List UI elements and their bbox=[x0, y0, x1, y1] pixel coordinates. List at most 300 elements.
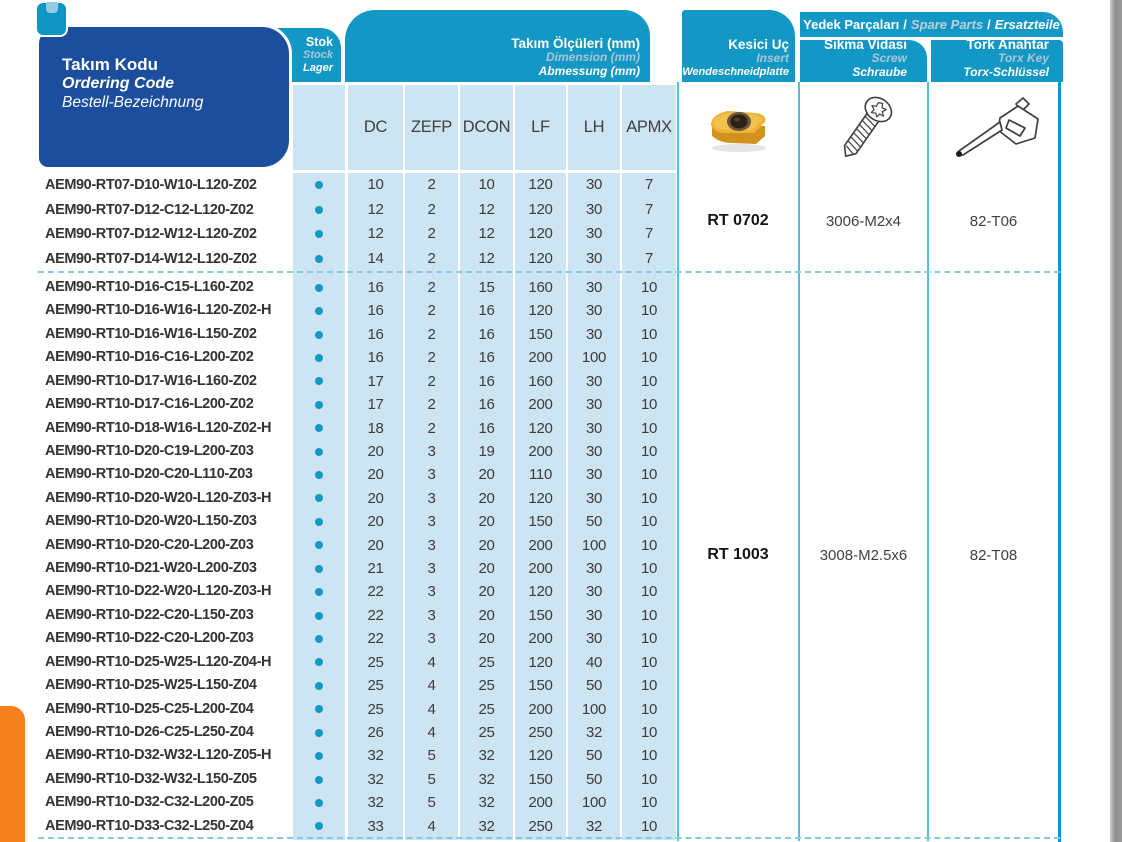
in-stock-dot bbox=[315, 255, 323, 263]
screw-column-header bbox=[800, 37, 927, 82]
dimension-value: 32 bbox=[367, 770, 384, 788]
in-stock-dot bbox=[315, 284, 323, 292]
page-corner-marker-icon bbox=[35, 1, 68, 37]
dimension-value: 15 bbox=[478, 279, 495, 296]
ordering-code: AEM90-RT10-D21-W20-L200-Z03 bbox=[45, 560, 257, 577]
dimension-value: 50 bbox=[585, 677, 603, 695]
dimension-value: 2 bbox=[427, 279, 436, 296]
dimension-value: 12 bbox=[478, 225, 495, 243]
table-row bbox=[0, 463, 1063, 486]
ordering-code: AEM90-RT10-D33-C32-L250-Z04 bbox=[45, 817, 254, 834]
in-stock-dot bbox=[315, 377, 323, 385]
dimension-value: 100 bbox=[581, 536, 607, 554]
dimension-value: 30 bbox=[585, 419, 603, 437]
ordering-code: AEM90-RT10-D25-W25-L150-Z04 bbox=[45, 677, 257, 694]
ordering-code: AEM90-RT10-D20-W20-L150-Z03 bbox=[45, 513, 257, 530]
torx-key-code: 82-T08 bbox=[969, 547, 1018, 564]
table-row bbox=[0, 299, 1063, 322]
dimension-value: 200 bbox=[528, 349, 553, 367]
ordering-code: AEM90-RT10-D17-W16-L160-Z02 bbox=[45, 372, 257, 389]
dimension-value: 32 bbox=[478, 747, 495, 765]
dimension-value: 10 bbox=[640, 302, 658, 320]
in-stock-dot bbox=[315, 635, 323, 643]
table-row bbox=[0, 604, 1063, 627]
dimension-value: 3 bbox=[427, 630, 436, 648]
dimension-value: 10 bbox=[640, 700, 658, 718]
dimension-value: 10 bbox=[640, 677, 658, 695]
dimension-value: 2 bbox=[427, 249, 436, 267]
dimension-value: 50 bbox=[585, 770, 603, 788]
separator: / bbox=[987, 17, 991, 32]
dimension-value: 30 bbox=[585, 560, 603, 578]
in-stock-dot bbox=[315, 822, 323, 830]
dimension-value: 25 bbox=[478, 677, 495, 695]
dimension-value: 16 bbox=[478, 396, 495, 414]
table-row bbox=[0, 721, 1063, 744]
dimension-value: 100 bbox=[581, 794, 607, 812]
dimension-value: 2 bbox=[427, 225, 436, 243]
dimension-value: 120 bbox=[528, 200, 553, 218]
torx-key-icon bbox=[944, 94, 1048, 164]
spare-parts-label-en: Spare Parts bbox=[910, 17, 984, 32]
ordering-code: AEM90-RT10-D16-W16-L120-Z02-H bbox=[45, 302, 272, 319]
dimension-value: 2 bbox=[427, 176, 436, 193]
ordering-code: AEM90-RT10-D20-C20-L110-Z03 bbox=[45, 466, 253, 483]
dimension-value: 4 bbox=[427, 723, 436, 741]
dimension-value: 10 bbox=[640, 396, 658, 414]
dimension-value: 20 bbox=[367, 513, 384, 531]
dimension-value: 22 bbox=[367, 630, 384, 648]
in-stock-dot bbox=[315, 541, 323, 549]
page-edge-shadow bbox=[1110, 0, 1122, 842]
dimension-value: 32 bbox=[478, 817, 495, 835]
in-stock-dot bbox=[315, 588, 323, 596]
dimension-value: 120 bbox=[528, 489, 553, 507]
in-stock-dot bbox=[315, 518, 323, 526]
dimension-value: 150 bbox=[528, 677, 553, 695]
dimension-value: 25 bbox=[478, 700, 495, 718]
ordering-code: AEM90-RT10-D16-C15-L160-Z02 bbox=[45, 279, 254, 295]
dimension-value: 4 bbox=[427, 817, 436, 835]
dimension-value: 10 bbox=[640, 513, 658, 531]
dimension-value: 100 bbox=[581, 349, 607, 367]
dimension-value: 16 bbox=[367, 302, 384, 320]
dimensions-label-en: Dimension (mm) bbox=[545, 50, 640, 65]
spare-parts-header bbox=[800, 12, 1063, 37]
insert-label-de: Wendeschneidplatte bbox=[682, 65, 789, 78]
dimension-value: 2 bbox=[427, 349, 436, 367]
table-row bbox=[0, 370, 1063, 393]
dimension-value: 12 bbox=[367, 225, 384, 243]
dimension-value: 40 bbox=[585, 653, 603, 671]
insert-label-tr: Kesici Uç bbox=[728, 37, 789, 53]
dimension-value: 30 bbox=[585, 225, 603, 243]
in-stock-dot bbox=[315, 776, 323, 784]
table-row bbox=[0, 417, 1063, 440]
dimension-value: 120 bbox=[528, 225, 553, 243]
table-row bbox=[0, 222, 1063, 247]
ordering-code: AEM90-RT07-D14-W12-L120-Z02 bbox=[45, 250, 257, 267]
dimension-value: 10 bbox=[640, 560, 658, 578]
stock-label-en: Stock bbox=[303, 49, 333, 62]
dimension-value: 30 bbox=[585, 302, 603, 320]
dimension-value: 10 bbox=[640, 349, 658, 367]
dimension-value: 4 bbox=[427, 677, 436, 695]
dimension-value: 7 bbox=[644, 225, 654, 243]
dimension-value: 21 bbox=[367, 560, 384, 578]
dimension-value: 20 bbox=[367, 442, 384, 460]
column-header-dcon: DCON bbox=[460, 85, 513, 170]
ordering-code: AEM90-RT07-D12-W12-L120-Z02 bbox=[45, 226, 257, 243]
in-stock-dot bbox=[315, 354, 323, 362]
dimension-value: 200 bbox=[528, 700, 553, 718]
dimension-value: 4 bbox=[427, 700, 436, 718]
dimension-value: 16 bbox=[478, 349, 495, 367]
dimension-value: 14 bbox=[367, 249, 384, 267]
dimension-value: 2 bbox=[427, 372, 436, 390]
in-stock-dot bbox=[315, 682, 323, 690]
marker-notch bbox=[46, 2, 58, 13]
dimension-value: 12 bbox=[478, 249, 495, 267]
dimension-value: 25 bbox=[478, 723, 495, 741]
dimension-value: 16 bbox=[478, 325, 495, 343]
in-stock-dot bbox=[315, 181, 323, 189]
dimension-value: 20 bbox=[367, 536, 384, 554]
dimension-value: 3 bbox=[427, 536, 436, 554]
table-row bbox=[0, 627, 1063, 650]
in-stock-dot bbox=[315, 230, 323, 238]
dimension-value: 30 bbox=[585, 372, 603, 390]
dimensions-label-de: Abmessung (mm) bbox=[538, 63, 640, 78]
dimension-value: 4 bbox=[427, 653, 436, 671]
table-row bbox=[0, 487, 1063, 510]
dimension-value: 10 bbox=[640, 489, 658, 507]
table-row bbox=[0, 323, 1063, 346]
dimension-value: 20 bbox=[478, 606, 495, 624]
in-stock-dot bbox=[315, 424, 323, 432]
dimension-value: 20 bbox=[478, 583, 495, 601]
screw-code: 3006-M2x4 bbox=[825, 213, 902, 230]
in-stock-dot bbox=[315, 612, 323, 620]
dimension-value: 10 bbox=[640, 466, 658, 484]
in-stock-dot bbox=[315, 331, 323, 339]
dimension-value: 30 bbox=[585, 442, 603, 460]
dimension-value: 200 bbox=[528, 794, 553, 812]
dimension-value: 7 bbox=[644, 176, 654, 193]
dimension-value: 16 bbox=[367, 279, 384, 296]
dimension-value: 10 bbox=[640, 325, 658, 343]
dimension-value: 32 bbox=[367, 794, 384, 812]
ordering-code: AEM90-RT10-D22-W20-L120-Z03-H bbox=[45, 583, 272, 600]
dimension-value: 5 bbox=[427, 794, 436, 812]
insert-code: RT 0702 bbox=[707, 212, 769, 229]
stock-label-de: Lager bbox=[303, 61, 333, 74]
dimension-value: 16 bbox=[478, 302, 495, 320]
in-stock-dot bbox=[315, 729, 323, 737]
dimension-value: 30 bbox=[585, 200, 603, 218]
column-header-zefp: ZEFP bbox=[405, 85, 458, 170]
dimension-value: 2 bbox=[427, 419, 436, 437]
dimensions-label-tr: Takım Ölçüleri (mm) bbox=[511, 36, 640, 52]
dimension-value: 10 bbox=[478, 176, 495, 193]
dimension-value: 25 bbox=[367, 653, 384, 671]
ordering-code: AEM90-RT10-D20-W20-L120-Z03-H bbox=[45, 489, 272, 506]
in-stock-dot bbox=[315, 565, 323, 573]
ordering-code: AEM90-RT10-D18-W16-L120-Z02-H bbox=[45, 419, 272, 436]
dimension-value: 120 bbox=[528, 302, 553, 320]
dimension-value: 5 bbox=[427, 747, 436, 765]
table-row bbox=[0, 768, 1063, 791]
dimension-value: 100 bbox=[581, 700, 607, 718]
dimension-value: 25 bbox=[478, 653, 495, 671]
table-row bbox=[0, 346, 1063, 369]
column-header-dc: DC bbox=[348, 85, 403, 170]
dimension-value: 200 bbox=[528, 560, 553, 578]
in-stock-dot bbox=[315, 206, 323, 214]
dimension-value: 10 bbox=[640, 794, 658, 812]
dimension-value: 32 bbox=[478, 794, 495, 812]
dimension-value: 150 bbox=[528, 325, 553, 343]
dimension-value: 20 bbox=[478, 630, 495, 648]
table-row bbox=[0, 510, 1063, 533]
dimension-value: 7 bbox=[644, 249, 654, 267]
dimension-value: 160 bbox=[528, 279, 553, 296]
dimension-value: 250 bbox=[528, 817, 553, 835]
milling-insert-icon bbox=[698, 101, 780, 155]
spare-parts-label-tr: Yedek Parçaları bbox=[803, 17, 900, 32]
ordering-code: AEM90-RT10-D16-W16-L150-Z02 bbox=[45, 325, 257, 342]
dimension-value: 25 bbox=[367, 700, 384, 718]
torx-key-label-tr: Tork Anahtar bbox=[966, 37, 1049, 53]
dimension-value: 120 bbox=[528, 249, 553, 267]
dimension-value: 16 bbox=[367, 349, 384, 367]
dimension-value: 22 bbox=[367, 583, 384, 601]
dimension-value: 12 bbox=[367, 200, 384, 218]
table-row bbox=[0, 276, 1063, 299]
ordering-code-label-de: Bestell-Bezeichnung bbox=[62, 93, 204, 111]
dimension-value: 20 bbox=[478, 489, 495, 507]
dimension-value: 120 bbox=[528, 419, 553, 437]
dimension-value: 25 bbox=[367, 677, 384, 695]
insert-label-en: Insert bbox=[756, 51, 789, 66]
screw-label-de: Schraube bbox=[852, 64, 907, 79]
dimension-value: 10 bbox=[640, 419, 658, 437]
dimension-value: 10 bbox=[640, 747, 658, 765]
table-row bbox=[0, 198, 1063, 223]
dimension-value: 10 bbox=[367, 176, 384, 193]
dimension-value: 20 bbox=[367, 489, 384, 507]
dimension-value: 30 bbox=[585, 466, 603, 484]
dimension-value: 150 bbox=[528, 513, 553, 531]
dimension-value: 16 bbox=[478, 372, 495, 390]
dimension-value: 30 bbox=[585, 606, 603, 624]
dimension-value: 50 bbox=[585, 513, 603, 531]
torx-key-label-de: Torx-Schlüssel bbox=[963, 64, 1049, 79]
ordering-code: AEM90-RT10-D32-C32-L200-Z05 bbox=[45, 794, 254, 811]
clamping-screw-icon bbox=[829, 90, 899, 170]
dimension-value: 250 bbox=[528, 723, 553, 741]
dimension-value: 32 bbox=[585, 817, 603, 835]
spare-parts-label-de: Ersatzteile bbox=[994, 17, 1060, 32]
dimension-value: 2 bbox=[427, 200, 436, 218]
dimension-value: 200 bbox=[528, 630, 553, 648]
in-stock-dot bbox=[315, 705, 323, 713]
table-row bbox=[0, 393, 1063, 416]
dimension-value: 30 bbox=[585, 630, 603, 648]
dimension-value: 3 bbox=[427, 513, 436, 531]
screw-label-en: Screw bbox=[871, 51, 907, 66]
dimension-value: 30 bbox=[585, 396, 603, 414]
dimension-value: 33 bbox=[367, 817, 384, 835]
insert-column-header bbox=[682, 10, 795, 82]
torx-key-column-header bbox=[931, 37, 1063, 82]
dimension-value: 7 bbox=[644, 200, 654, 218]
dimension-value: 10 bbox=[640, 536, 658, 554]
dimension-value: 30 bbox=[585, 325, 603, 343]
in-stock-dot bbox=[315, 752, 323, 760]
dimension-value: 150 bbox=[528, 606, 553, 624]
dimension-value: 110 bbox=[528, 466, 552, 484]
ordering-code: AEM90-RT10-D20-C20-L200-Z03 bbox=[45, 536, 254, 553]
dimension-value: 30 bbox=[585, 176, 603, 193]
dimension-value: 10 bbox=[640, 630, 658, 648]
dimension-value: 12 bbox=[478, 200, 495, 218]
separator: / bbox=[903, 17, 907, 32]
column-header-lh: LH bbox=[568, 85, 620, 170]
dimension-value: 22 bbox=[367, 606, 384, 624]
in-stock-dot bbox=[315, 448, 323, 456]
dimension-value: 16 bbox=[367, 325, 384, 343]
dimension-value: 16 bbox=[478, 419, 495, 437]
in-stock-dot bbox=[315, 494, 323, 502]
dimension-value: 32 bbox=[367, 747, 384, 765]
dimension-value: 200 bbox=[528, 442, 553, 460]
dimension-value: 2 bbox=[427, 325, 436, 343]
dimension-value: 3 bbox=[427, 466, 436, 484]
dimension-value: 10 bbox=[640, 583, 658, 601]
dimension-value: 20 bbox=[478, 536, 495, 554]
dimension-value: 10 bbox=[640, 723, 658, 741]
dimension-value: 20 bbox=[478, 560, 495, 578]
dimension-value: 26 bbox=[367, 723, 384, 741]
dimension-value: 30 bbox=[585, 489, 603, 507]
dimension-value: 3 bbox=[427, 583, 436, 601]
dimension-value: 10 bbox=[640, 372, 658, 390]
dimension-value: 30 bbox=[585, 249, 603, 267]
ordering-code: AEM90-RT10-D17-C16-L200-Z02 bbox=[45, 396, 254, 413]
dimension-value: 20 bbox=[478, 466, 495, 484]
screw-code: 3008-M2.5x6 bbox=[819, 547, 908, 564]
torx-key-label-en: Torx Key bbox=[998, 51, 1049, 66]
ordering-code: AEM90-RT10-D32-W32-L150-Z05 bbox=[45, 770, 257, 787]
table-row bbox=[0, 580, 1063, 603]
dimension-value: 20 bbox=[478, 513, 495, 531]
dimension-value: 17 bbox=[367, 396, 384, 414]
ordering-code-header bbox=[36, 24, 292, 170]
ordering-code: AEM90-RT07-D10-W10-L120-Z02 bbox=[45, 177, 257, 193]
table-row bbox=[0, 173, 1063, 198]
dimension-value: 120 bbox=[528, 747, 553, 765]
table-row bbox=[0, 247, 1063, 272]
table-row bbox=[0, 791, 1063, 814]
dimension-value: 2 bbox=[427, 302, 436, 320]
in-stock-dot bbox=[315, 307, 323, 315]
dimension-value: 17 bbox=[367, 372, 384, 390]
dimension-value: 10 bbox=[640, 653, 658, 671]
dimension-value: 10 bbox=[640, 606, 658, 624]
subheader-stock-cell bbox=[293, 85, 345, 170]
stock-label-tr: Stok bbox=[305, 35, 333, 50]
table-row bbox=[0, 744, 1063, 767]
column-header-apmx: APMX bbox=[622, 85, 676, 170]
ordering-code: AEM90-RT07-D12-C12-L120-Z02 bbox=[45, 201, 254, 218]
dimension-value: 50 bbox=[585, 747, 603, 765]
ordering-code: AEM90-RT10-D25-C25-L200-Z04 bbox=[45, 700, 254, 717]
insert-code: RT 1003 bbox=[707, 546, 769, 563]
dimension-value: 5 bbox=[427, 770, 436, 788]
in-stock-dot bbox=[315, 471, 323, 479]
ordering-code: AEM90-RT10-D20-C19-L200-Z03 bbox=[45, 442, 254, 459]
dimensions-header bbox=[345, 10, 650, 82]
dimension-value: 3 bbox=[427, 606, 436, 624]
in-stock-dot bbox=[315, 401, 323, 409]
dimension-value: 10 bbox=[640, 279, 658, 296]
dimension-value: 32 bbox=[478, 770, 495, 788]
torx-key-code: 82-T06 bbox=[969, 213, 1018, 230]
dimension-value: 10 bbox=[640, 817, 658, 835]
dimension-value: 2 bbox=[427, 396, 436, 414]
in-stock-dot bbox=[315, 799, 323, 807]
ordering-code-label-en: Ordering Code bbox=[62, 75, 175, 93]
in-stock-dot bbox=[315, 658, 323, 666]
ordering-code: AEM90-RT10-D25-W25-L120-Z04-H bbox=[45, 653, 272, 670]
dimension-value: 3 bbox=[427, 442, 436, 460]
table-row bbox=[0, 557, 1063, 580]
table-row bbox=[0, 534, 1063, 557]
dimension-value: 120 bbox=[528, 653, 553, 671]
dimension-value: 10 bbox=[640, 770, 658, 788]
dimension-value: 20 bbox=[367, 466, 384, 484]
dimension-value: 18 bbox=[367, 419, 384, 437]
ordering-code: AEM90-RT10-D32-W32-L120-Z05-H bbox=[45, 747, 272, 764]
ordering-code: AEM90-RT10-D16-C16-L200-Z02 bbox=[45, 349, 254, 366]
ordering-code-label-tr: Takım Kodu bbox=[62, 55, 159, 74]
table-row bbox=[0, 651, 1063, 674]
dimension-value: 160 bbox=[528, 372, 553, 390]
ordering-code: AEM90-RT10-D22-C20-L150-Z03 bbox=[45, 606, 254, 623]
dimension-value: 10 bbox=[640, 442, 658, 460]
dimension-value: 120 bbox=[528, 583, 553, 601]
table-row bbox=[0, 698, 1063, 721]
dimension-value: 30 bbox=[585, 279, 603, 296]
dimension-value: 200 bbox=[528, 536, 553, 554]
dimension-value: 120 bbox=[528, 176, 553, 193]
dimension-value: 19 bbox=[478, 442, 495, 460]
table-bottom-separator bbox=[38, 837, 1060, 839]
dimension-value: 32 bbox=[585, 723, 603, 741]
dimension-value: 3 bbox=[427, 560, 436, 578]
dimension-value: 200 bbox=[528, 396, 553, 414]
column-header-lf: LF bbox=[515, 85, 566, 170]
dimension-value: 3 bbox=[427, 489, 436, 507]
table-row bbox=[0, 815, 1063, 838]
table-row bbox=[0, 674, 1063, 697]
ordering-code: AEM90-RT10-D22-C20-L200-Z03 bbox=[45, 630, 254, 647]
dimension-value: 150 bbox=[528, 770, 553, 788]
screw-label-tr: Sıkma Vidası bbox=[823, 37, 907, 53]
group-separator bbox=[38, 271, 1060, 273]
table-row bbox=[0, 440, 1063, 463]
